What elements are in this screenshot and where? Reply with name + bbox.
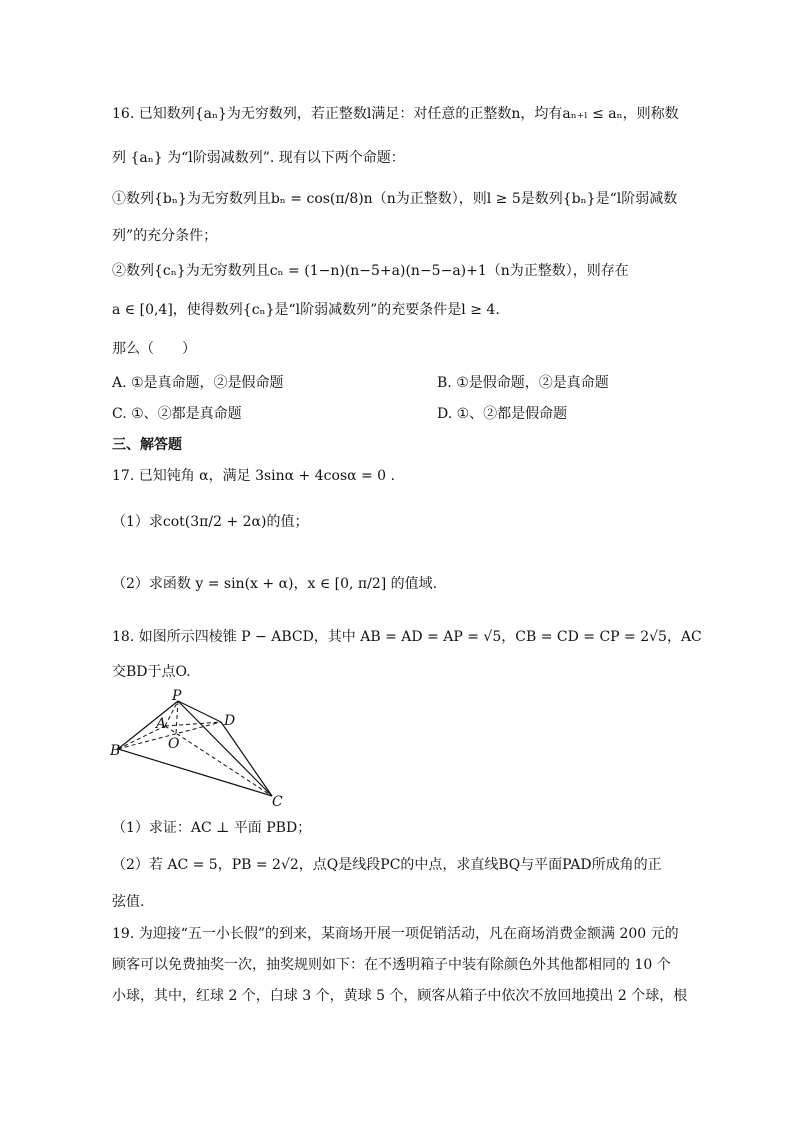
vertex-label-c: C [272, 794, 283, 808]
section-heading: 三、解答题 [112, 437, 182, 453]
q16-statement-2: ②数列{cₙ}为无穷数列且cₙ = (1−n)(n−5+a)(n−5−a)+1（n为正整数），则存在 [112, 263, 629, 279]
q17-line-1: 17. 已知钝角 α，满足 3sinα + 4cosα = 0 . [112, 468, 395, 484]
q18-line-2: 交BD于点O. [112, 664, 191, 680]
q17-part-2: （2）求函数 y = sin(x + α)，x ∈ [0, π/2] 的值域. [112, 576, 438, 592]
q16-option-d[interactable]: D. ①、②都是假命题 [437, 406, 568, 422]
vertex-label-p: P [172, 688, 182, 704]
q16-prompt: 那么（ ） [112, 341, 196, 357]
vertex-label-a: A [156, 716, 167, 732]
q16-line-1: 16. 已知数列{aₙ}为无穷数列，若正整数l满足：对任意的正整数n，均有aₙ₊ₗ ≤ aₙ，则称数 [112, 106, 679, 122]
q16-option-a[interactable]: A. ①是真命题，②是假命题 [112, 375, 284, 391]
q19-line-3: 小球，其中，红球 2 个，白球 3 个，黄球 5 个，顾客从箱子中依次不放回地摸出 2 个球，根 [112, 988, 688, 1004]
q16-line-2: 列 {aₙ} 为“l阶弱减数列”. 现有以下两个命题： [112, 150, 405, 166]
pyramid-figure [108, 686, 308, 808]
point-label-o: O [168, 736, 180, 752]
q18-part-1: （1）求证：AC ⊥ 平面 PBD； [112, 820, 312, 836]
q19-line-2: 顾客可以免费抽奖一次，抽奖规则如下：在不透明箱子中装有除颜色外其他都相同的 10 个 [112, 957, 671, 973]
q16-option-b[interactable]: B. ①是假命题，②是真命题 [437, 375, 609, 391]
q16-statement-1: ①数列{bₙ}为无穷数列且bₙ = cos(π/8)n（n为正整数），则l ≥ 5是数列{bₙ}是“l阶弱减数 [112, 191, 678, 207]
q16-option-c[interactable]: C. ①、②都是真命题 [112, 406, 242, 422]
q19-line-1: 19. 为迎接“五一小长假”的到来，某商场开展一项促销活动，凡在商场消费金额满 200 元的 [112, 926, 679, 942]
q18-line-1: 18. 如图所示四棱锥 P − ABCD，其中 AB = AD = AP = √5，CB = CD = CP = 2√5，AC [112, 629, 702, 645]
q18-part-2: （2）若 AC = 5，PB = 2√2，点Q是线段PC的中点，求直线BQ与平面PAD所成角的正 [112, 857, 662, 873]
q18-part-2-cont: 弦值. [112, 894, 145, 910]
q17-part-1: （1）求cot(3π/2 + 2α)的值； [112, 514, 309, 530]
vertex-label-b: B [110, 743, 121, 759]
q16-statement-2-cont: a ∈ [0,4]，使得数列{cₙ}是“l阶弱减数列”的充要条件是l ≥ 4. [112, 302, 500, 318]
vertex-label-d: D [224, 713, 236, 729]
q16-statement-1-cont: 列”的充分条件； [112, 228, 218, 244]
